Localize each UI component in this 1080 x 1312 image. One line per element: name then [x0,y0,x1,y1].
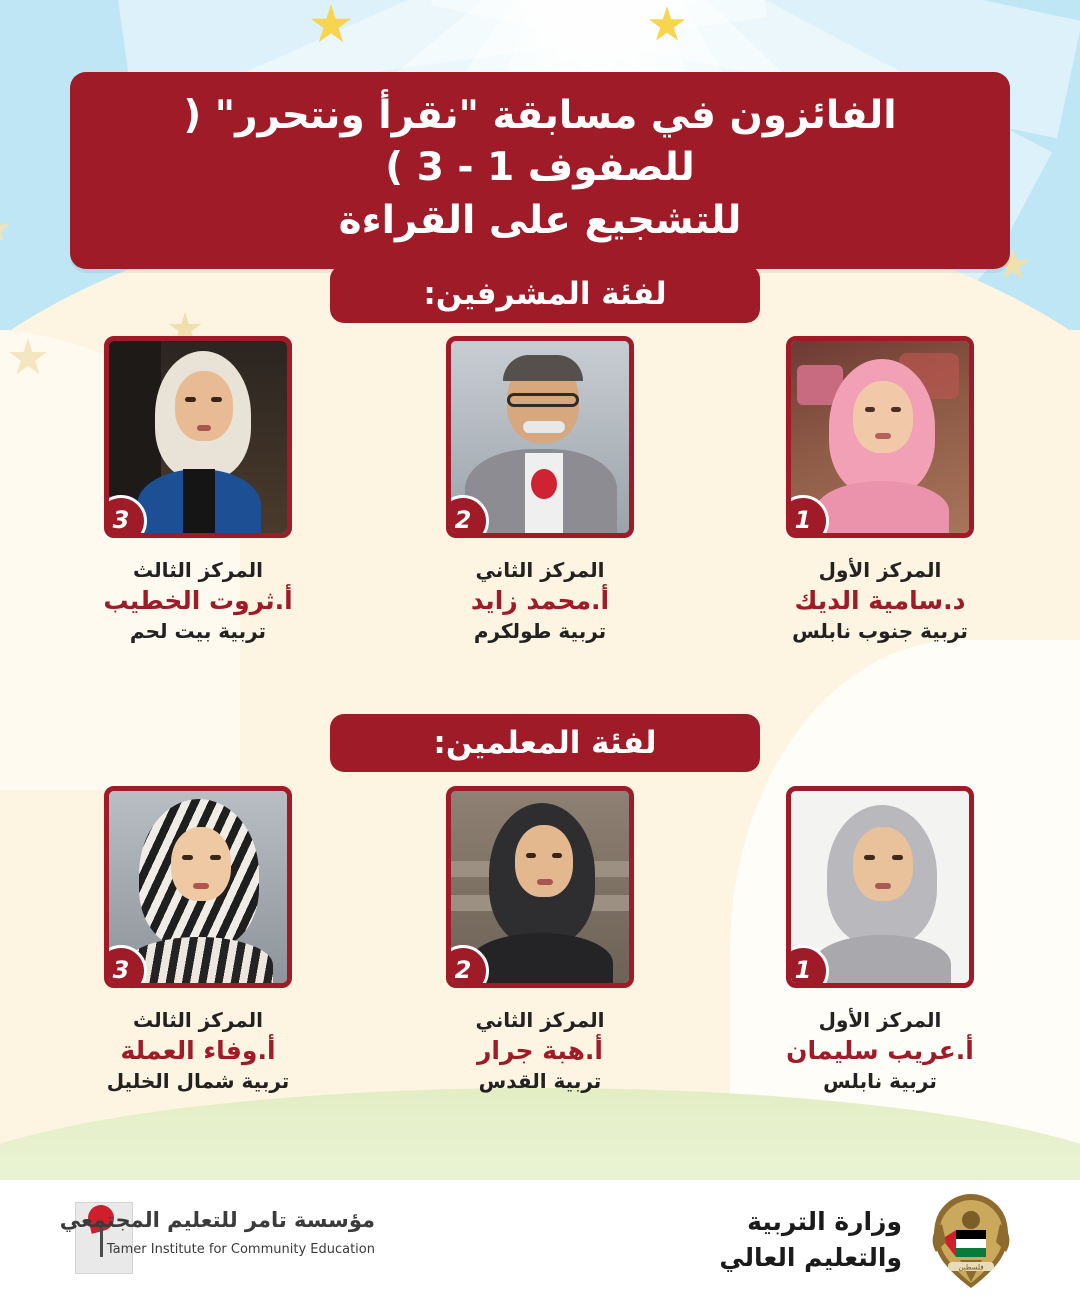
ministry-line-2: والتعليم العالي [719,1242,902,1272]
winner-place: المركز الأول [818,558,942,582]
rank-badge: 1 [786,945,829,988]
winner-card [48,786,348,1093]
winner-card [730,786,1030,1093]
palestine-eagle-emblem-icon [922,1190,1020,1294]
rank-badge: 3 [104,945,147,988]
tamer-name-ar: مؤسسة تامر للتعليم المجتمعي [59,1208,375,1232]
winner-photo [786,786,974,988]
poster-title-banner [70,72,1010,269]
winner-directorate: تربية طولكرم [473,619,607,643]
ministry-line-1: وزارة التربية [747,1207,902,1236]
title-line-2: للتشجيع على القراءة [338,197,742,243]
winner-photo [104,786,292,988]
winner-photo [446,336,634,538]
rank-badge: 2 [446,945,489,988]
winner-directorate: تربية جنوب نابلس [792,619,968,643]
winner-directorate: تربية بيت لحم [129,619,267,643]
rank-badge: 2 [446,495,489,538]
winner-card [730,336,1030,643]
svg-text:فلسطين: فلسطين [958,1263,984,1272]
title-line-1: الفائزون في مسابقة "نقرأ ونتحرر" ( للصفوف 1 - 3 ) [183,93,897,191]
winner-photo [104,336,292,538]
winner-place: المركز الثالث [133,1008,263,1032]
winner-name: د.سامية الديك [794,586,966,615]
winner-directorate: تربية القدس [478,1069,602,1093]
category-label-teachers: لفئة المعلمين: [330,714,760,772]
ministry-logo [680,1190,1020,1286]
winner-photo [446,786,634,988]
tamer-institute-logo [59,1196,375,1282]
winner-name: أ.هبة جرار [476,1036,603,1065]
winner-name: أ.ثروت الخطيب [103,586,293,615]
winner-name: أ.وفاء العملة [120,1036,276,1065]
winner-place: المركز الثاني [475,1008,605,1032]
category-label-supervisors: لفئة المشرفين: [330,265,760,323]
winner-directorate: تربية نابلس [823,1069,937,1093]
winner-place: المركز الثالث [133,558,263,582]
rank-badge: 3 [104,495,147,538]
winner-name: أ.محمد زايد [470,586,610,615]
winner-name: أ.عريب سليمان [786,1036,974,1065]
winner-card [390,336,690,643]
winner-card [390,786,690,1093]
winner-photo [786,336,974,538]
tamer-name-en: Tamer Institute for Community Education [106,1242,375,1257]
winner-place: المركز الأول [818,1008,942,1032]
rank-badge: 1 [786,495,829,538]
winner-directorate: تربية شمال الخليل [106,1069,290,1093]
winner-place: المركز الثاني [475,558,605,582]
winner-card [48,336,348,643]
